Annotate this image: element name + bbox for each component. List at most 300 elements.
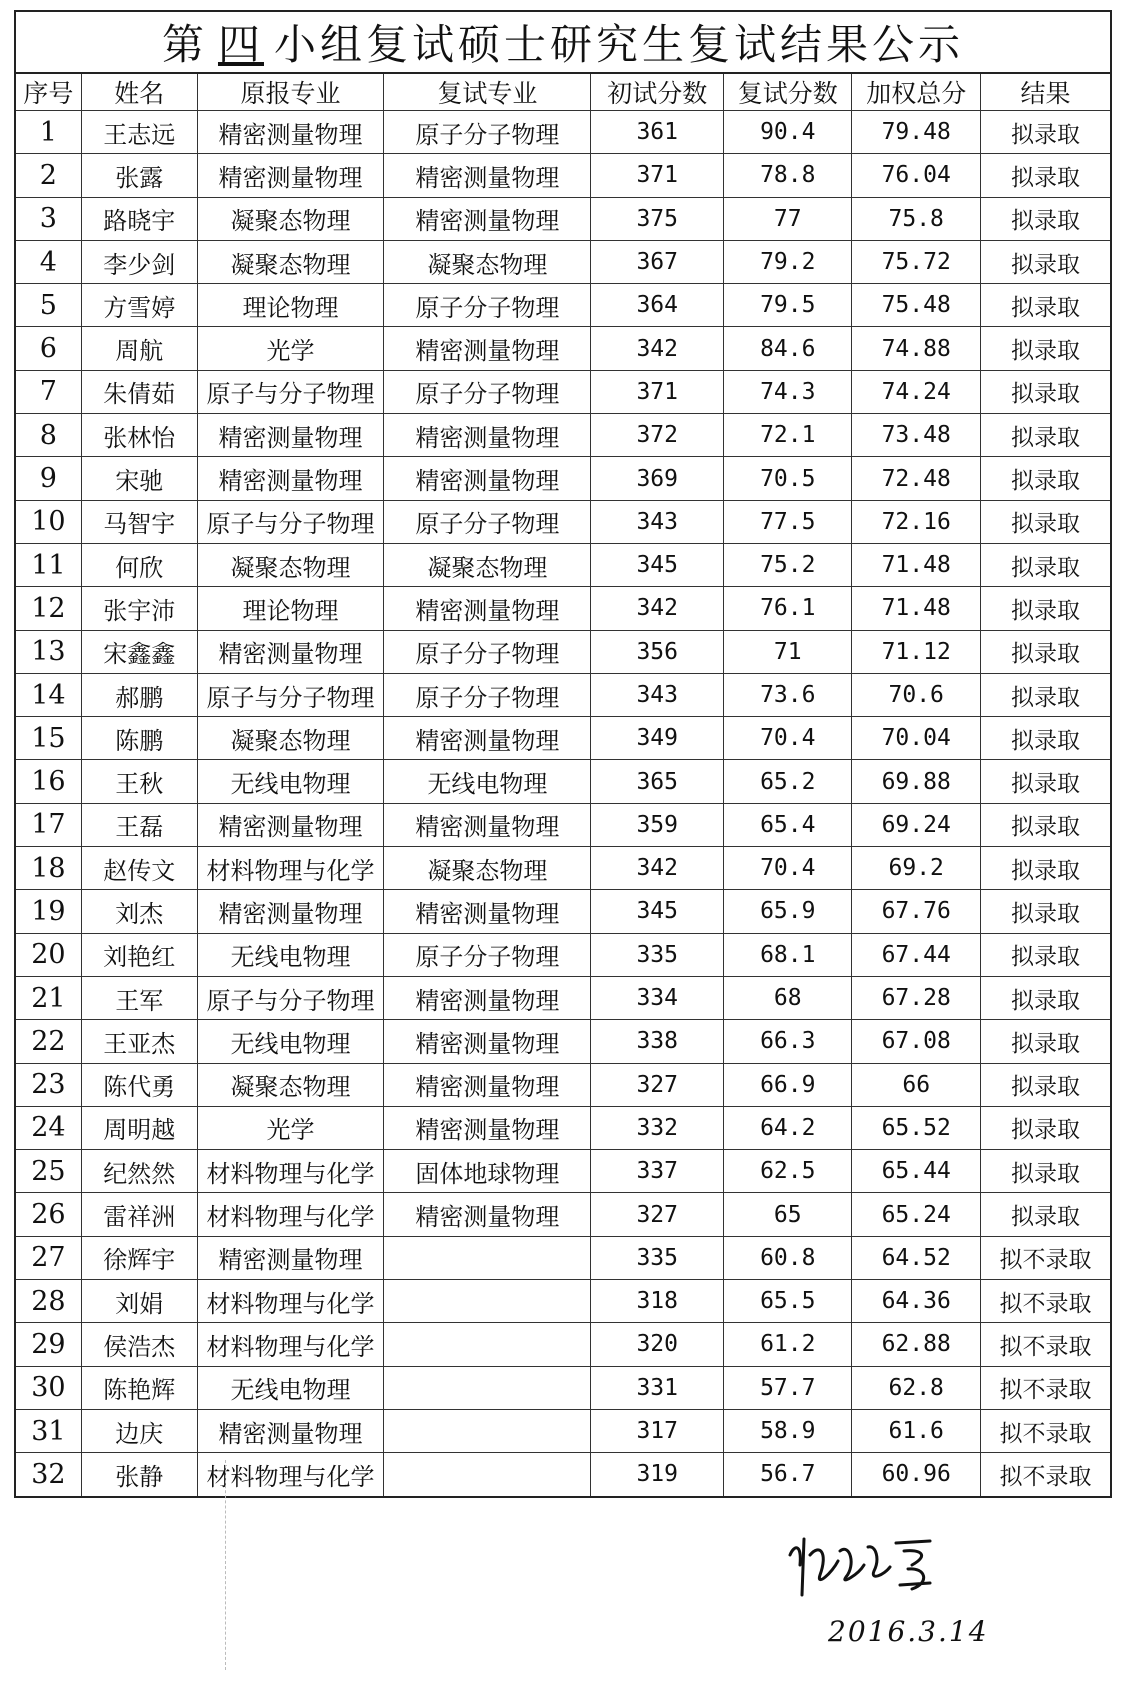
original-major-cell: 无线电物理 <box>197 1366 383 1409</box>
name-cell: 郝鹏 <box>81 673 197 716</box>
retest-score-cell: 79.2 <box>724 240 852 283</box>
seq-cell: 23 <box>15 1063 81 1106</box>
original-major-cell: 精密测量物理 <box>197 890 383 933</box>
name-cell: 张静 <box>81 1453 197 1497</box>
retest-major-cell: 精密测量物理 <box>384 1063 591 1106</box>
original-major-cell: 无线电物理 <box>197 1020 383 1063</box>
table-row <box>15 673 1111 716</box>
weighted-total-cell: 76.04 <box>852 154 980 197</box>
retest-score-cell: 77.5 <box>724 500 852 543</box>
retest-score-cell: 65.2 <box>724 760 852 803</box>
table-row <box>15 197 1111 240</box>
original-major-cell: 凝聚态物理 <box>197 543 383 586</box>
result-cell: 拟录取 <box>980 673 1111 716</box>
retest-major-cell: 固体地球物理 <box>384 1150 591 1193</box>
initial-score-cell: 337 <box>591 1150 724 1193</box>
original-major-cell: 精密测量物理 <box>197 111 383 154</box>
name-cell: 张宇沛 <box>81 587 197 630</box>
retest-major-cell: 精密测量物理 <box>384 717 591 760</box>
retest-score-cell: 66.3 <box>724 1020 852 1063</box>
weighted-total-cell: 65.24 <box>852 1193 980 1236</box>
weighted-total-cell: 73.48 <box>852 414 980 457</box>
name-cell: 王秋 <box>81 760 197 803</box>
seq-cell: 4 <box>15 240 81 283</box>
result-cell: 拟录取 <box>980 1150 1111 1193</box>
weighted-total-cell: 66 <box>852 1063 980 1106</box>
retest-score-cell: 65.5 <box>724 1280 852 1323</box>
result-cell: 拟不录取 <box>980 1409 1111 1452</box>
name-cell: 方雪婷 <box>81 284 197 327</box>
weighted-total-cell: 62.88 <box>852 1323 980 1366</box>
seq-cell: 32 <box>15 1453 81 1497</box>
seq-cell: 9 <box>15 457 81 500</box>
retest-major-cell: 精密测量物理 <box>384 414 591 457</box>
seq-cell: 14 <box>15 673 81 716</box>
seq-cell: 28 <box>15 1280 81 1323</box>
weighted-total-cell: 67.76 <box>852 890 980 933</box>
name-cell: 张露 <box>81 154 197 197</box>
seq-cell: 8 <box>15 414 81 457</box>
initial-score-cell: 331 <box>591 1366 724 1409</box>
table-row <box>15 1063 1111 1106</box>
original-major-cell: 材料物理与化学 <box>197 847 383 890</box>
initial-score-cell: 334 <box>591 976 724 1019</box>
result-cell: 拟录取 <box>980 414 1111 457</box>
retest-major-cell: 精密测量物理 <box>384 1020 591 1063</box>
initial-score-cell: 342 <box>591 587 724 630</box>
retest-major-cell: 精密测量物理 <box>384 976 591 1019</box>
retest-major-cell: 原子分子物理 <box>384 500 591 543</box>
initial-score-cell: 318 <box>591 1280 724 1323</box>
initial-score-cell: 327 <box>591 1193 724 1236</box>
original-major-cell: 理论物理 <box>197 284 383 327</box>
weighted-total-cell: 79.48 <box>852 111 980 154</box>
name-cell: 王亚杰 <box>81 1020 197 1063</box>
retest-score-cell: 73.6 <box>724 673 852 716</box>
handwritten-signature <box>780 1525 980 1605</box>
weighted-total-cell: 71.48 <box>852 587 980 630</box>
table-row <box>15 717 1111 760</box>
retest-score-cell: 68 <box>724 976 852 1019</box>
retest-score-cell: 62.5 <box>724 1150 852 1193</box>
retest-major-cell: 原子分子物理 <box>384 370 591 413</box>
table-row <box>15 630 1111 673</box>
name-cell: 陈艳辉 <box>81 1366 197 1409</box>
retest-major-cell: 原子分子物理 <box>384 673 591 716</box>
retest-score-cell: 84.6 <box>724 327 852 370</box>
retest-major-cell: 精密测量物理 <box>384 197 591 240</box>
retest-score-cell: 66.9 <box>724 1063 852 1106</box>
name-cell: 徐辉宇 <box>81 1236 197 1279</box>
table-row <box>15 370 1111 413</box>
title-suffix: 小组复试硕士研究生复试结果公示 <box>274 20 965 69</box>
result-cell: 拟不录取 <box>980 1453 1111 1497</box>
result-cell: 拟录取 <box>980 1106 1111 1149</box>
table-row <box>15 240 1111 283</box>
initial-score-cell: 361 <box>591 111 724 154</box>
weighted-total-cell: 75.72 <box>852 240 980 283</box>
seq-cell: 6 <box>15 327 81 370</box>
table-row <box>15 847 1111 890</box>
initial-score-cell: 345 <box>591 543 724 586</box>
original-major-cell: 光学 <box>197 1106 383 1149</box>
initial-score-cell: 345 <box>591 890 724 933</box>
table-row <box>15 154 1111 197</box>
weighted-total-cell: 64.36 <box>852 1280 980 1323</box>
column-header: 复试分数 <box>724 73 852 111</box>
result-cell: 拟录取 <box>980 500 1111 543</box>
table-row <box>15 284 1111 327</box>
result-cell: 拟不录取 <box>980 1323 1111 1366</box>
seq-cell: 15 <box>15 717 81 760</box>
retest-score-cell: 90.4 <box>724 111 852 154</box>
original-major-cell: 凝聚态物理 <box>197 1063 383 1106</box>
seq-cell: 19 <box>15 890 81 933</box>
retest-score-cell: 76.1 <box>724 587 852 630</box>
original-major-cell: 原子与分子物理 <box>197 370 383 413</box>
original-major-cell: 原子与分子物理 <box>197 673 383 716</box>
result-cell: 拟录取 <box>980 111 1111 154</box>
seq-cell: 24 <box>15 1106 81 1149</box>
retest-major-cell: 精密测量物理 <box>384 803 591 846</box>
table-row <box>15 1323 1111 1366</box>
seq-cell: 16 <box>15 760 81 803</box>
name-cell: 宋驰 <box>81 457 197 500</box>
table-row <box>15 1409 1111 1452</box>
seq-cell: 12 <box>15 587 81 630</box>
name-cell: 周明越 <box>81 1106 197 1149</box>
initial-score-cell: 343 <box>591 673 724 716</box>
table-header-row <box>15 73 1111 111</box>
table-row <box>15 327 1111 370</box>
weighted-total-cell: 74.24 <box>852 370 980 413</box>
table-row <box>15 1236 1111 1279</box>
column-header: 结果 <box>980 73 1111 111</box>
seq-cell: 7 <box>15 370 81 413</box>
table-row <box>15 1453 1111 1497</box>
initial-score-cell: 327 <box>591 1063 724 1106</box>
retest-score-cell: 58.9 <box>724 1409 852 1452</box>
result-cell: 拟录取 <box>980 717 1111 760</box>
initial-score-cell: 367 <box>591 240 724 283</box>
original-major-cell: 凝聚态物理 <box>197 717 383 760</box>
column-header: 加权总分 <box>852 73 980 111</box>
name-cell: 刘娟 <box>81 1280 197 1323</box>
fold-line <box>225 1460 226 1670</box>
initial-score-cell: 319 <box>591 1453 724 1497</box>
weighted-total-cell: 71.48 <box>852 543 980 586</box>
retest-major-cell: 凝聚态物理 <box>384 543 591 586</box>
weighted-total-cell: 65.52 <box>852 1106 980 1149</box>
result-cell: 拟录取 <box>980 847 1111 890</box>
result-cell: 拟录取 <box>980 760 1111 803</box>
original-major-cell: 凝聚态物理 <box>197 197 383 240</box>
original-major-cell: 理论物理 <box>197 587 383 630</box>
table-row <box>15 1020 1111 1063</box>
result-cell: 拟不录取 <box>980 1236 1111 1279</box>
initial-score-cell: 371 <box>591 370 724 413</box>
seq-cell: 27 <box>15 1236 81 1279</box>
retest-major-cell: 凝聚态物理 <box>384 847 591 890</box>
table-row <box>15 111 1111 154</box>
seq-cell: 13 <box>15 630 81 673</box>
initial-score-cell: 335 <box>591 1236 724 1279</box>
weighted-total-cell: 75.8 <box>852 197 980 240</box>
signature-date: 2016.3.14 <box>828 1615 989 1648</box>
initial-score-cell: 320 <box>591 1323 724 1366</box>
initial-score-cell: 369 <box>591 457 724 500</box>
column-header: 复试专业 <box>384 73 591 111</box>
seq-cell: 10 <box>15 500 81 543</box>
seq-cell: 29 <box>15 1323 81 1366</box>
seq-cell: 26 <box>15 1193 81 1236</box>
retest-major-cell <box>384 1323 591 1366</box>
column-header: 初试分数 <box>591 73 724 111</box>
retest-score-cell: 65.4 <box>724 803 852 846</box>
original-major-cell: 精密测量物理 <box>197 154 383 197</box>
weighted-total-cell: 67.28 <box>852 976 980 1019</box>
retest-score-cell: 70.4 <box>724 717 852 760</box>
retest-major-cell: 原子分子物理 <box>384 630 591 673</box>
result-cell: 拟录取 <box>980 457 1111 500</box>
initial-score-cell: 332 <box>591 1106 724 1149</box>
weighted-total-cell: 62.8 <box>852 1366 980 1409</box>
retest-major-cell: 精密测量物理 <box>384 457 591 500</box>
initial-score-cell: 375 <box>591 197 724 240</box>
result-cell: 拟录取 <box>980 370 1111 413</box>
original-major-cell: 材料物理与化学 <box>197 1280 383 1323</box>
weighted-total-cell: 72.16 <box>852 500 980 543</box>
table-row <box>15 1366 1111 1409</box>
retest-score-cell: 78.8 <box>724 154 852 197</box>
table-row <box>15 587 1111 630</box>
name-cell: 刘杰 <box>81 890 197 933</box>
name-cell: 马智宇 <box>81 500 197 543</box>
seq-cell: 21 <box>15 976 81 1019</box>
original-major-cell: 精密测量物理 <box>197 1236 383 1279</box>
retest-major-cell: 凝聚态物理 <box>384 240 591 283</box>
seq-cell: 18 <box>15 847 81 890</box>
results-sheet <box>14 10 1112 1498</box>
retest-major-cell: 精密测量物理 <box>384 587 591 630</box>
initial-score-cell: 359 <box>591 803 724 846</box>
result-cell: 拟录取 <box>980 933 1111 976</box>
result-cell: 拟录取 <box>980 803 1111 846</box>
initial-score-cell: 365 <box>591 760 724 803</box>
retest-score-cell: 70.5 <box>724 457 852 500</box>
weighted-total-cell: 69.88 <box>852 760 980 803</box>
seq-cell: 11 <box>15 543 81 586</box>
weighted-total-cell: 64.52 <box>852 1236 980 1279</box>
retest-score-cell: 56.7 <box>724 1453 852 1497</box>
retest-major-cell: 精密测量物理 <box>384 327 591 370</box>
initial-score-cell: 372 <box>591 414 724 457</box>
retest-score-cell: 72.1 <box>724 414 852 457</box>
retest-score-cell: 60.8 <box>724 1236 852 1279</box>
seq-cell: 17 <box>15 803 81 846</box>
name-cell: 路晓宇 <box>81 197 197 240</box>
result-cell: 拟不录取 <box>980 1280 1111 1323</box>
original-major-cell: 原子与分子物理 <box>197 976 383 1019</box>
column-header: 序号 <box>15 73 81 111</box>
retest-score-cell: 65.9 <box>724 890 852 933</box>
seq-cell: 1 <box>15 111 81 154</box>
original-major-cell: 无线电物理 <box>197 760 383 803</box>
table-row <box>15 543 1111 586</box>
name-cell: 刘艳红 <box>81 933 197 976</box>
result-cell: 拟录取 <box>980 1020 1111 1063</box>
retest-score-cell: 79.5 <box>724 284 852 327</box>
initial-score-cell: 356 <box>591 630 724 673</box>
original-major-cell: 精密测量物理 <box>197 1409 383 1452</box>
result-cell: 拟录取 <box>980 197 1111 240</box>
result-cell: 拟录取 <box>980 976 1111 1019</box>
table-row <box>15 1150 1111 1193</box>
retest-major-cell: 无线电物理 <box>384 760 591 803</box>
retest-score-cell: 70.4 <box>724 847 852 890</box>
retest-score-cell: 71 <box>724 630 852 673</box>
name-cell: 边庆 <box>81 1409 197 1452</box>
initial-score-cell: 371 <box>591 154 724 197</box>
weighted-total-cell: 72.48 <box>852 457 980 500</box>
result-cell: 拟录取 <box>980 630 1111 673</box>
original-major-cell: 精密测量物理 <box>197 414 383 457</box>
seq-cell: 30 <box>15 1366 81 1409</box>
retest-major-cell <box>384 1280 591 1323</box>
original-major-cell: 精密测量物理 <box>197 457 383 500</box>
retest-score-cell: 64.2 <box>724 1106 852 1149</box>
seq-cell: 22 <box>15 1020 81 1063</box>
weighted-total-cell: 67.08 <box>852 1020 980 1063</box>
weighted-total-cell: 60.96 <box>852 1453 980 1497</box>
retest-score-cell: 77 <box>724 197 852 240</box>
name-cell: 王志远 <box>81 111 197 154</box>
original-major-cell: 精密测量物理 <box>197 630 383 673</box>
weighted-total-cell: 69.2 <box>852 847 980 890</box>
page-title <box>14 10 1112 72</box>
name-cell: 李少剑 <box>81 240 197 283</box>
retest-major-cell <box>384 1409 591 1452</box>
result-cell: 拟录取 <box>980 543 1111 586</box>
table-body <box>15 111 1111 1497</box>
result-cell: 拟不录取 <box>980 1366 1111 1409</box>
table-row <box>15 760 1111 803</box>
original-major-cell: 材料物理与化学 <box>197 1453 383 1497</box>
original-major-cell: 凝聚态物理 <box>197 240 383 283</box>
seq-cell: 5 <box>15 284 81 327</box>
result-cell: 拟录取 <box>980 240 1111 283</box>
name-cell: 王磊 <box>81 803 197 846</box>
initial-score-cell: 349 <box>591 717 724 760</box>
table-row <box>15 414 1111 457</box>
title-prefix: 第 <box>161 20 208 69</box>
retest-score-cell: 68.1 <box>724 933 852 976</box>
original-major-cell: 原子与分子物理 <box>197 500 383 543</box>
initial-score-cell: 342 <box>591 847 724 890</box>
result-cell: 拟录取 <box>980 1063 1111 1106</box>
name-cell: 纪然然 <box>81 1150 197 1193</box>
result-cell: 拟录取 <box>980 890 1111 933</box>
initial-score-cell: 342 <box>591 327 724 370</box>
name-cell: 何欣 <box>81 543 197 586</box>
weighted-total-cell: 67.44 <box>852 933 980 976</box>
retest-major-cell: 精密测量物理 <box>384 1193 591 1236</box>
weighted-total-cell: 61.6 <box>852 1409 980 1452</box>
original-major-cell: 材料物理与化学 <box>197 1323 383 1366</box>
name-cell: 宋鑫鑫 <box>81 630 197 673</box>
table-row <box>15 890 1111 933</box>
name-cell: 陈鹏 <box>81 717 197 760</box>
retest-major-cell <box>384 1236 591 1279</box>
seq-cell: 3 <box>15 197 81 240</box>
initial-score-cell: 317 <box>591 1409 724 1452</box>
name-cell: 侯浩杰 <box>81 1323 197 1366</box>
retest-major-cell: 原子分子物理 <box>384 284 591 327</box>
column-header: 原报专业 <box>197 73 383 111</box>
table-row <box>15 803 1111 846</box>
name-cell: 张林怡 <box>81 414 197 457</box>
retest-major-cell: 原子分子物理 <box>384 111 591 154</box>
seq-cell: 31 <box>15 1409 81 1452</box>
seq-cell: 20 <box>15 933 81 976</box>
title-group-number: 四 <box>217 20 264 69</box>
weighted-total-cell: 74.88 <box>852 327 980 370</box>
name-cell: 朱倩茹 <box>81 370 197 413</box>
table-row <box>15 933 1111 976</box>
result-cell: 拟录取 <box>980 1193 1111 1236</box>
retest-score-cell: 57.7 <box>724 1366 852 1409</box>
weighted-total-cell: 70.04 <box>852 717 980 760</box>
retest-score-cell: 74.3 <box>724 370 852 413</box>
name-cell: 赵传文 <box>81 847 197 890</box>
weighted-total-cell: 70.6 <box>852 673 980 716</box>
result-cell: 拟录取 <box>980 587 1111 630</box>
weighted-total-cell: 71.12 <box>852 630 980 673</box>
table-row <box>15 1106 1111 1149</box>
table-row <box>15 500 1111 543</box>
original-major-cell: 材料物理与化学 <box>197 1193 383 1236</box>
seq-cell: 2 <box>15 154 81 197</box>
retest-major-cell: 精密测量物理 <box>384 890 591 933</box>
original-major-cell: 精密测量物理 <box>197 803 383 846</box>
name-cell: 王军 <box>81 976 197 1019</box>
name-cell: 陈代勇 <box>81 1063 197 1106</box>
initial-score-cell: 364 <box>591 284 724 327</box>
results-table <box>14 72 1112 1498</box>
retest-major-cell: 精密测量物理 <box>384 1106 591 1149</box>
weighted-total-cell: 75.48 <box>852 284 980 327</box>
result-cell: 拟录取 <box>980 327 1111 370</box>
retest-score-cell: 61.2 <box>724 1323 852 1366</box>
result-cell: 拟录取 <box>980 154 1111 197</box>
table-row <box>15 1193 1111 1236</box>
retest-major-cell: 精密测量物理 <box>384 154 591 197</box>
weighted-total-cell: 69.24 <box>852 803 980 846</box>
table-row <box>15 1280 1111 1323</box>
initial-score-cell: 343 <box>591 500 724 543</box>
name-cell: 雷祥洲 <box>81 1193 197 1236</box>
original-major-cell: 无线电物理 <box>197 933 383 976</box>
retest-major-cell <box>384 1453 591 1497</box>
weighted-total-cell: 65.44 <box>852 1150 980 1193</box>
name-cell: 周航 <box>81 327 197 370</box>
retest-major-cell <box>384 1366 591 1409</box>
column-header: 姓名 <box>81 73 197 111</box>
original-major-cell: 光学 <box>197 327 383 370</box>
retest-major-cell: 原子分子物理 <box>384 933 591 976</box>
table-row <box>15 457 1111 500</box>
initial-score-cell: 338 <box>591 1020 724 1063</box>
